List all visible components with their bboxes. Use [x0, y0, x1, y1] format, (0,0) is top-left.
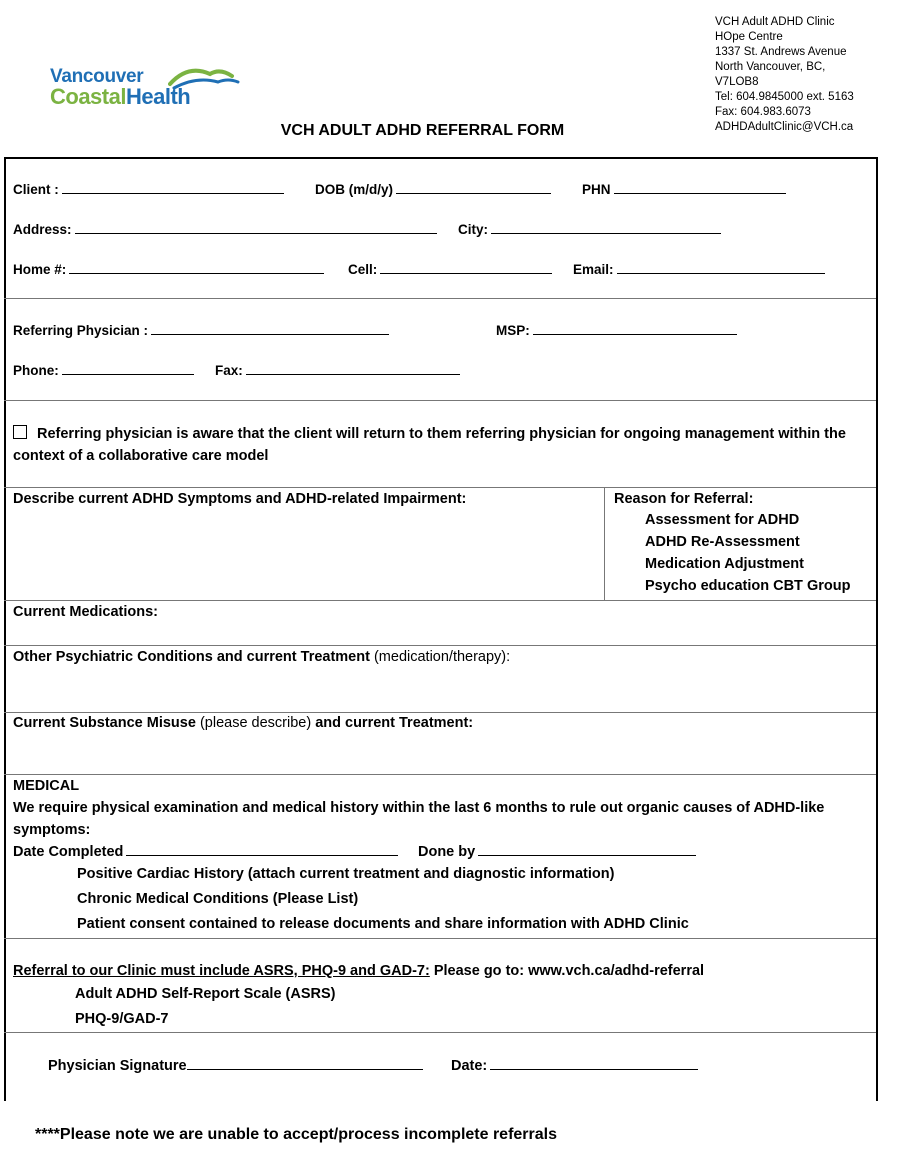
- required-link-text: Please go to: www.vch.ca/adhd-referral: [429, 963, 705, 979]
- clinic-fax: Fax: 604.983.6073: [715, 106, 811, 118]
- clinic-phone: Tel: 604.9845000 ext. 5163: [715, 91, 854, 103]
- logo-line-1: Vancouver: [50, 66, 144, 87]
- email-field[interactable]: [617, 261, 825, 274]
- date-completed-label: Date Completed: [13, 844, 124, 860]
- clinic-address-line: V7LOB8: [715, 76, 759, 88]
- phone-row: [13, 362, 194, 378]
- substance-label-bold: Current Substance Misuse: [13, 715, 196, 731]
- physician-fax-label: Fax:: [215, 363, 243, 378]
- required-statement: [13, 960, 704, 982]
- referring-physician-field[interactable]: [151, 322, 389, 335]
- fax-row: [215, 362, 460, 378]
- email-label: Email:: [573, 262, 614, 277]
- vch-logo: [50, 62, 250, 112]
- phn-row: [582, 181, 786, 197]
- signature-date-label: Date:: [451, 1058, 488, 1074]
- email-row: [573, 261, 825, 277]
- physician-phone-label: Phone:: [13, 363, 59, 378]
- home-row: [13, 261, 324, 277]
- home-phone-field[interactable]: [69, 261, 324, 274]
- msp-label: MSP:: [496, 323, 530, 338]
- signature-date-row: [451, 1055, 698, 1077]
- date-completed-field[interactable]: [126, 843, 398, 856]
- form-title: VCH ADULT ADHD REFERRAL FORM: [280, 122, 565, 139]
- client-label: Client :: [13, 182, 59, 197]
- date-completed-row: [13, 841, 398, 863]
- section-divider: [4, 774, 876, 775]
- dob-field[interactable]: [396, 181, 551, 194]
- footer-note: ****Please note we are unable to accept/process incomplete referrals: [35, 1126, 557, 1143]
- cell-field[interactable]: [380, 261, 552, 274]
- dob-label: DOB (m/d/y): [315, 182, 394, 197]
- logo-line-2: [50, 84, 190, 110]
- physician-fax-field[interactable]: [246, 362, 460, 375]
- client-row: [13, 181, 284, 197]
- city-field[interactable]: [491, 221, 721, 234]
- reason-option[interactable]: Assessment for ADHD: [645, 512, 800, 528]
- cell-row: [348, 261, 552, 277]
- logo-coastal: Coastal: [50, 84, 126, 109]
- clinic-address: [715, 15, 854, 135]
- section-divider: [4, 938, 876, 939]
- medications-label: Current Medications:: [13, 604, 159, 620]
- msp-row: [496, 322, 737, 338]
- substance-label: [13, 712, 473, 734]
- required-item[interactable]: Adult ADHD Self-Report Scale (ASRS): [75, 986, 336, 1002]
- required-underlined: Referral to our Clinic must include ASRS, PHQ-9 and GAD-7:: [13, 963, 430, 979]
- awareness-statement: [13, 423, 868, 467]
- msp-field[interactable]: [533, 322, 737, 335]
- address-label: Address:: [13, 222, 72, 237]
- substance-label-bold-2: and current Treatment:: [311, 715, 474, 731]
- city-label: City:: [458, 222, 488, 237]
- cell-label: Cell:: [348, 262, 378, 277]
- physician-signature-label: Physician Signature: [48, 1058, 187, 1074]
- required-item[interactable]: PHQ-9/GAD-7: [75, 1011, 169, 1027]
- awareness-text: Referring physician is aware that the client will return to them referring physician for ongoing management within the context of a collaborative care model: [13, 426, 846, 464]
- signature-date-field[interactable]: [490, 1057, 698, 1070]
- physician-signature-field[interactable]: [187, 1057, 423, 1070]
- dob-row: [315, 181, 551, 197]
- referring-physician-label: Referring Physician :: [13, 323, 149, 338]
- substance-label-normal: (please describe): [195, 715, 312, 731]
- section-divider: [4, 400, 876, 401]
- medical-text: We require physical examination and medical history within the last 6 months to rule out organic causes of ADHD-like symptoms:: [13, 800, 825, 838]
- medical-item[interactable]: Positive Cardiac History (attach current treatment and diagnostic information): [77, 866, 615, 882]
- logo-health: Health: [125, 84, 191, 109]
- reason-option[interactable]: Medication Adjustment: [645, 556, 804, 572]
- section-divider: [4, 1032, 876, 1033]
- clinic-address-line: North Vancouver, BC,: [715, 61, 826, 73]
- psych-label: [13, 646, 510, 668]
- referring-physician-row: [13, 322, 389, 338]
- symptoms-label: Describe current ADHD Symptoms and ADHD-related Impairment:: [13, 491, 467, 507]
- done-by-row: [418, 841, 696, 863]
- city-row: [458, 221, 721, 237]
- psych-label-normal: (medication/therapy):: [369, 649, 511, 665]
- signature-row: [48, 1055, 423, 1077]
- section-divider: [4, 298, 876, 299]
- column-divider: [604, 487, 605, 600]
- phn-label: PHN: [582, 182, 611, 197]
- physician-phone-field[interactable]: [62, 362, 194, 375]
- address-field[interactable]: [75, 221, 437, 234]
- client-field[interactable]: [62, 181, 284, 194]
- home-phone-label: Home #:: [13, 262, 67, 277]
- done-by-field[interactable]: [478, 843, 696, 856]
- phn-field[interactable]: [614, 181, 786, 194]
- psych-label-bold: Other Psychiatric Conditions and current Treatment: [13, 649, 370, 665]
- reason-option[interactable]: Psycho education CBT Group: [645, 578, 851, 594]
- clinic-address-line: HOpe Centre: [715, 31, 783, 43]
- awareness-checkbox[interactable]: [13, 425, 27, 439]
- address-row: [13, 221, 437, 237]
- reason-label: Reason for Referral:: [614, 491, 754, 507]
- reason-option[interactable]: ADHD Re-Assessment: [645, 534, 800, 550]
- clinic-email: ADHDAdultClinic@VCH.ca: [715, 121, 854, 133]
- clinic-address-line: 1337 St. Andrews Avenue: [715, 46, 847, 58]
- done-by-label: Done by: [418, 844, 476, 860]
- medical-item[interactable]: Chronic Medical Conditions (Please List): [77, 891, 359, 907]
- medical-item[interactable]: Patient consent contained to release documents and share information with ADHD Clinic: [77, 916, 689, 932]
- medical-heading: MEDICAL: [13, 778, 80, 794]
- clinic-address-line: VCH Adult ADHD Clinic: [715, 16, 835, 28]
